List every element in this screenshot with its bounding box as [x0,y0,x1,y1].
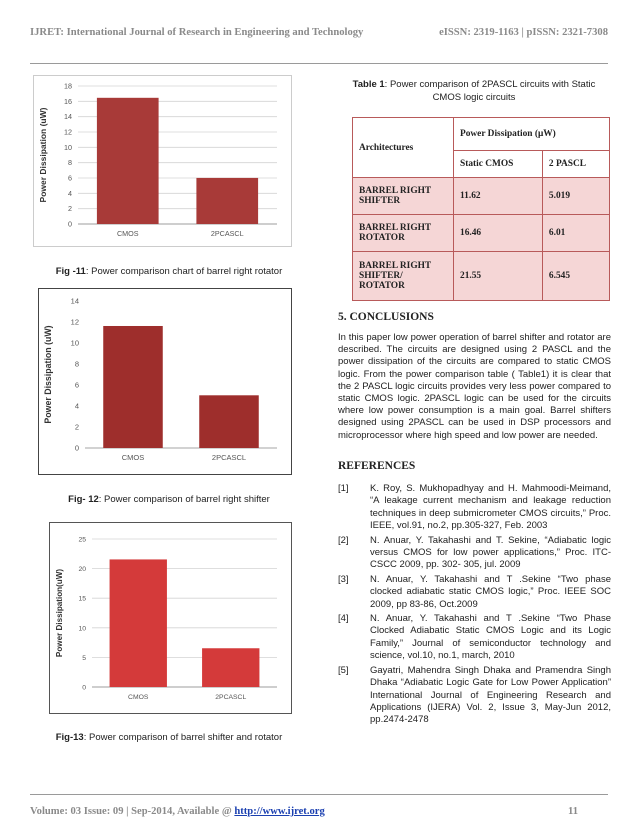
reference-item [338,483,611,533]
table-cell-pascl: 5.019 [542,178,609,215]
reference-item [338,535,611,572]
x-tick-label: 2PCASCL [210,229,244,238]
y-tick-label: 5 [82,654,86,662]
bar-2pcascl [199,395,259,448]
y-tick-label: 0 [74,443,79,453]
y-tick-label: 6 [68,173,72,183]
x-tick-label: CMOS [121,453,145,462]
reference-text: Gayatri, Mahendra Singh Dhaka and Pramendra Singh Dhaka “Adiabatic Logic Gate for Low Power Application” International Journal of Engineering Research and Applications (IJERA) Vol. 2, Issue 3, May-Jun 2012, pp.2474-2478 [370,664,611,726]
page-number: 11 [567,806,578,817]
y-tick-label: 4 [68,188,72,198]
y-tick-label: 14 [64,112,72,122]
y-tick-label: 8 [68,158,72,168]
table-row [353,215,610,252]
reference-text: N. Anuar, Y. Takahashi and T .Sekine “Two phase clocked adiabatic static CMOS logic,” Proc. IEEE SOC 2009, pp 83-86, Oct.2009 [370,573,611,610]
figure-caption-11 [34,266,304,277]
table-caption-text: : Power comparison of 2PASCL circuits with Static CMOS logic circuits [384,79,596,103]
figure-caption-13 [34,732,304,743]
y-tick-label: 2 [68,204,72,214]
y-tick-label: 2 [74,422,79,432]
figure-caption-text: : Power comparison chart of barrel right rotator [85,266,283,277]
table-header-power: Power Dissipation (μW) [454,118,610,151]
bar-2pcascl [196,178,258,224]
footer-volume-text: Volume: 03 Issue: 09 | Sep-2014, Available @ [30,806,235,817]
footer-volume [30,806,325,817]
y-tick-label: 10 [64,142,72,152]
figure-label: Fig- 12 [68,494,99,505]
bar-cmos [97,98,159,224]
references-heading: REFERENCES [338,460,416,472]
chart-fig11-svg [34,76,291,246]
figure-caption-12 [34,494,304,505]
table-cell-pascl: 6.545 [542,252,609,301]
footer-rule [30,794,608,795]
table-cell-arch: BARREL RIGHT SHIFTER [353,178,454,215]
x-tick-label: 2PCASCL [211,453,247,462]
y-tick-label: 10 [70,338,79,348]
reference-item [338,665,611,727]
table-cell-arch: BARREL RIGHT ROTATOR [353,215,454,252]
figure-label: Fig -11 [55,266,86,277]
x-tick-label: CMOS [128,694,149,701]
y-tick-label: 8 [74,359,79,369]
table-row [353,178,610,215]
y-tick-label: 15 [78,595,86,603]
y-axis-label: Power Dissipation(uW) [55,568,64,658]
journal-title: IJRET: International Journal of Research in Engineering and Technology [30,27,364,38]
table-cell-cmos: 11.62 [454,178,543,215]
bar-cmos [103,326,163,448]
bar-2pcascl [202,648,259,687]
table-cell-cmos: 21.55 [454,252,543,301]
y-tick-label: 12 [64,127,72,137]
reference-item [338,613,611,663]
table-cell-arch: BARREL RIGHT SHIFTER/ ROTATOR [353,252,454,301]
header-rule [30,63,608,64]
table-header-pascl: 2 PASCL [542,151,609,178]
reference-text: K. Roy, S. Mukhopadhyay and H. Mahmoodi-Meimand, “A leakage current mechanism and leakage reduction techniques in deep submicrometer CMOS circuits,” Proc. IEEE, vol.91, no.2, pp.305-327, Feb. 2003 [370,483,611,532]
chart-fig12 [38,288,292,475]
figure-label: Fig-13 [55,732,84,743]
reference-item [338,574,611,611]
figure-caption-text: : Power comparison of barrel shifter and rotator [83,732,283,743]
y-tick-label: 16 [64,96,72,106]
issn: eISSN: 2319-1163 | pISSN: 2321-7308 [439,27,608,38]
reference-number: [5] [338,664,349,676]
y-tick-label: 6 [74,380,79,390]
reference-text: N. Anuar, Y. Takahashi and T .Sekine “Two Phase Clocked Adiabatic Static CMOS Logic and its Logic Family,” Journal of semiconductor technology and science, vol.10, no.1, march, 2010 [370,613,611,662]
figure-caption-text: : Power comparison of barrel right shifter [98,494,270,505]
reference-number: [2] [338,534,349,546]
y-tick-label: 20 [78,566,86,574]
table-caption [338,78,610,104]
reference-text: N. Anuar, Y. Takahashi and T. Sekine, “Adiabatic logic versus CMOS for low power applications,” Proc. ITC-CSCC 2009, pp. 302- 305, jul. 2009 [370,534,611,571]
chart-fig13 [49,522,292,714]
table-row [353,252,610,301]
y-tick-label: 0 [68,219,72,229]
chart-fig13-svg [50,523,291,713]
y-tick-label: 14 [70,296,79,306]
x-tick-label: CMOS [116,229,139,238]
x-tick-label: 2PCASCL [215,694,247,701]
reference-number: [3] [338,573,349,585]
page-header [30,27,608,41]
y-axis-label: Power Dissipation (uW) [38,107,48,203]
table-cell-pascl: 6.01 [542,215,609,252]
y-tick-label: 0 [82,684,86,692]
table-header-cmos: Static CMOS [454,151,543,178]
y-tick-label: 18 [64,81,72,91]
y-axis-label: Power Dissipation (uW) [43,325,53,424]
chart-fig11 [33,75,292,247]
y-tick-label: 25 [78,536,86,544]
reference-number: [1] [338,483,349,494]
conclusions-text: In this paper low power operation of barrel shifter and rotator are described. The circuits are designed using 2 PASCL and the power dissipation of the circuits are compared to static CMOS logic. From the power comparison table ( Table1) it is clear that the 2 PASCL logic circuits provides very less power compared to static CMOS logic. 2PASCL logic can be used for the circuits where low power consumption is a main goal. Barrel shifters designed using 2PASCL can be used in DSP processors and microprocessor where high speed and low power are needed. [338,332,611,441]
journal-link[interactable]: http://www.ijret.org [234,806,325,817]
y-tick-label: 12 [70,317,79,327]
bar-cmos [110,559,167,687]
table-cell-cmos: 16.46 [454,215,543,252]
y-tick-label: 4 [74,401,79,411]
conclusions-heading: 5. CONCLUSIONS [338,311,434,323]
references-list [338,483,611,729]
chart-fig12-svg [39,289,291,474]
page-footer [30,806,608,820]
y-tick-label: 10 [78,625,86,633]
reference-number: [4] [338,613,349,625]
table-label: Table 1 [352,79,385,90]
table-header-architectures: Architectures [353,118,454,178]
power-comparison-table [352,117,610,301]
